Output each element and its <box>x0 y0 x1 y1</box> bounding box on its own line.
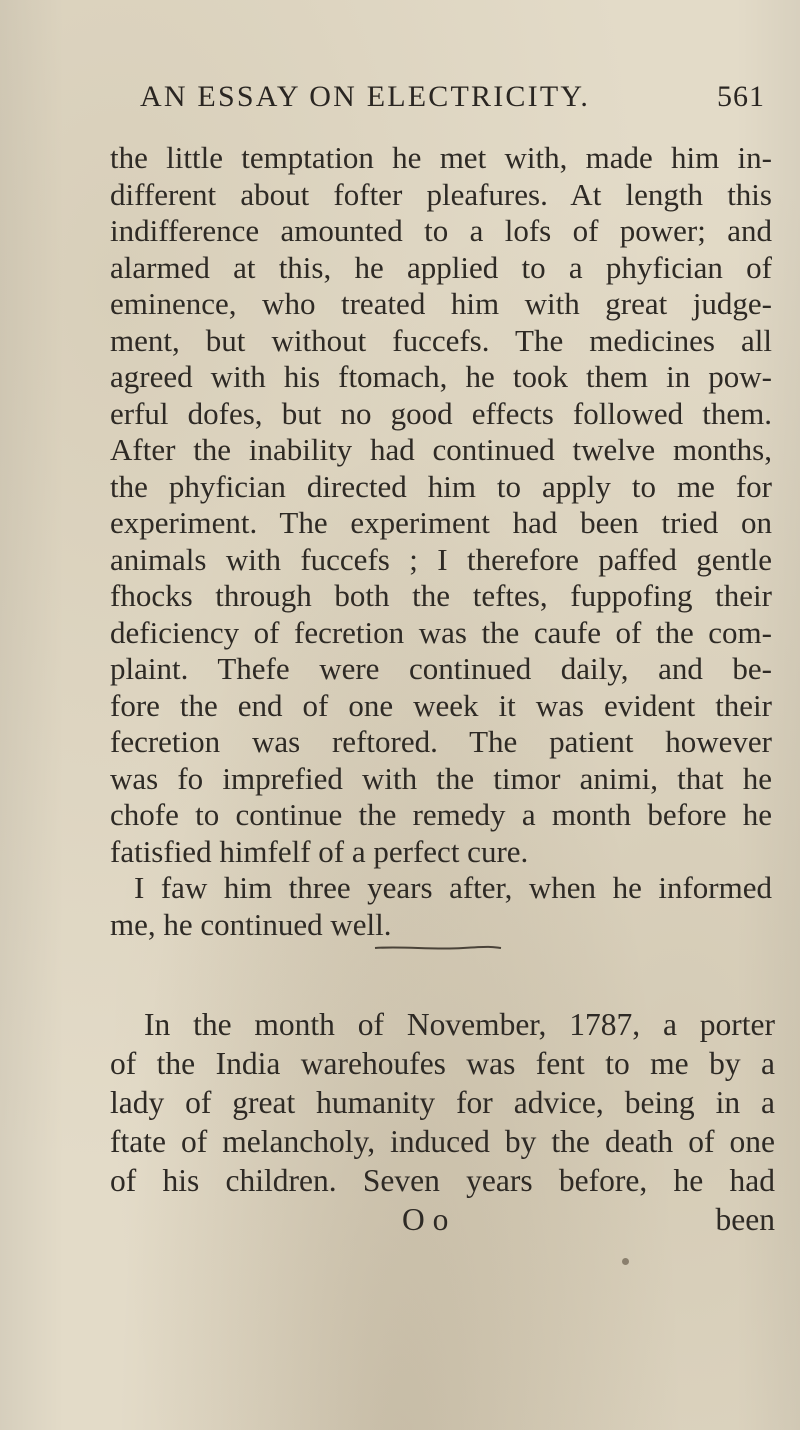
ink-spot <box>622 1258 629 1265</box>
section-divider <box>373 945 503 951</box>
running-head-title: AN ESSAY ON ELECTRICITY. <box>140 80 591 113</box>
text-line: ment, but without fuccefs. The medicines all <box>110 322 772 358</box>
running-head <box>140 80 765 124</box>
text-line: the phyfician directed him to apply to me for <box>110 468 772 504</box>
text-line: eminence, who treated him with great judge- <box>110 286 772 321</box>
text-line: indifference amounted to a lofs of power; and <box>110 213 772 248</box>
text-line: ftate of melancholy, induced by the death of one <box>110 1124 775 1159</box>
text-line: alarmed at this, he applied to a phyfician of <box>110 249 772 285</box>
text-line: experiment. The experiment had been tried on <box>110 505 772 540</box>
text-line: the little temptation he met with, made him in- <box>110 140 772 175</box>
signature-mark: O o <box>402 1202 449 1237</box>
text-line: fecretion was reftored. The patient however <box>110 724 772 759</box>
text-line: me, he continued well. <box>110 906 392 942</box>
text-line: chofe to continue the remedy a month before he <box>110 797 772 832</box>
text-line: agreed with his ftomach, he took them in pow- <box>110 359 772 394</box>
text-line: different about fofter pleafures. At length this <box>110 176 772 212</box>
text-line: After the inability had continued twelve months, <box>110 432 772 467</box>
text-line: fhocks through both the teftes, fuppofing their <box>110 578 772 613</box>
text-line: fatisfied himfelf of a perfect cure. <box>110 833 529 869</box>
text-line: plaint. Thefe were continued daily, and be- <box>110 651 772 686</box>
text-line: lady of great humanity for advice, being in a <box>110 1085 775 1120</box>
text-line: of the India warehoufes was fent to me by a <box>110 1046 775 1081</box>
text-line: deficiency of fecretion was the caufe of the com- <box>110 614 772 650</box>
text-line: was fo imprefied with the timor animi, that he <box>110 760 772 796</box>
page-footer <box>110 1200 775 1239</box>
text-line: of his children. Seven years before, he had <box>110 1163 775 1198</box>
catchword: been <box>715 1202 775 1237</box>
body-text-section-2 <box>110 1005 775 1239</box>
text-line: I faw him three years after, when he informed <box>134 870 772 905</box>
text-line: animals with fuccefs ; I therefore paffed gentle <box>110 541 772 577</box>
page-number: 561 <box>717 80 765 113</box>
body-text <box>110 140 772 943</box>
text-line: erful dofes, but no good effects followed them. <box>110 395 772 431</box>
text-line: fore the end of one week it was evident their <box>110 687 772 723</box>
text-line: In the month of November, 1787, a porter <box>144 1007 775 1042</box>
